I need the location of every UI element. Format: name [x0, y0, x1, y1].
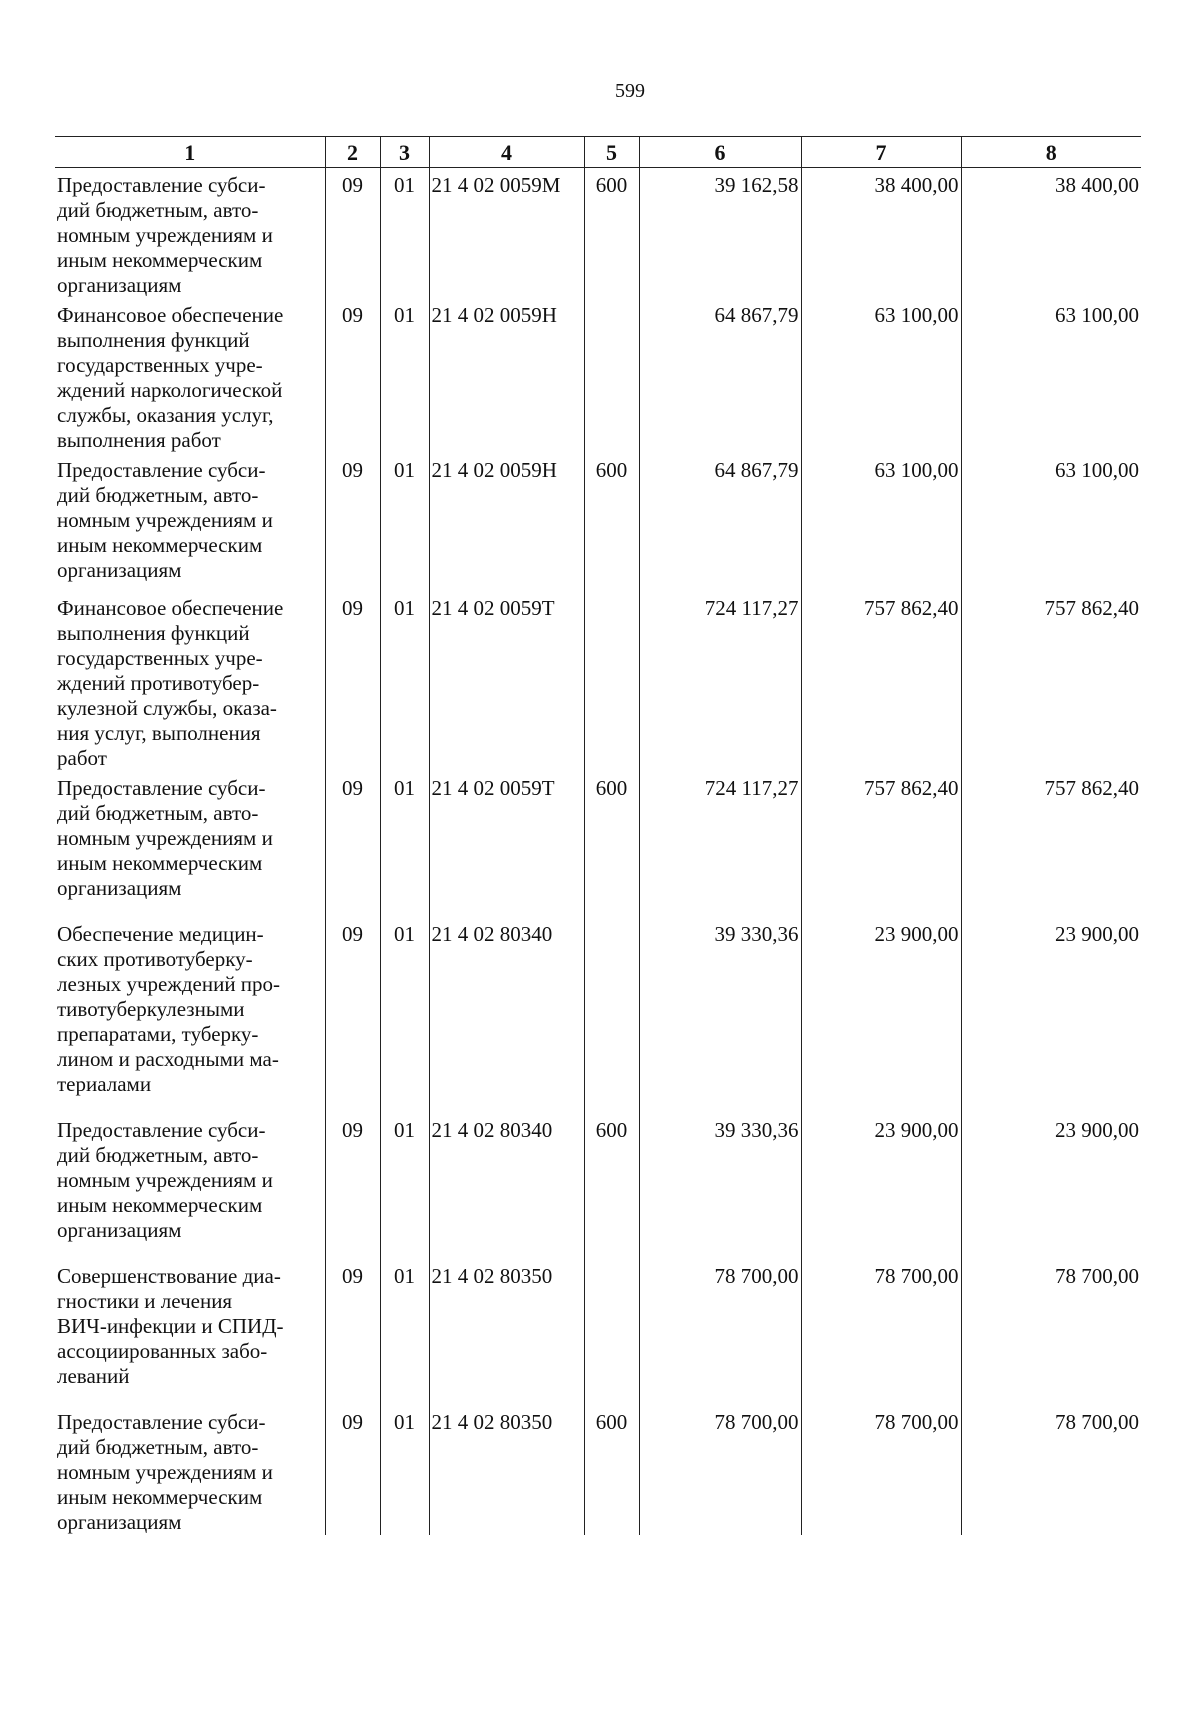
expense-type-cell: 600	[584, 168, 639, 299]
expense-type-cell	[584, 1259, 639, 1405]
amount-cell: 724 117,27	[639, 591, 801, 771]
row-name-cell: Финансовое обеспечение выполнения функций государственных учре- ждений противотубер- кулезной службы, оказа- ния услуг, выполнения работ	[57, 596, 284, 770]
section-code-cell: 09	[325, 298, 380, 453]
amount-cell: 78 700,00	[961, 1405, 1141, 1535]
amount-cell: 757 862,40	[961, 591, 1141, 771]
section-code-cell: 09	[325, 1405, 380, 1535]
amount-cell: 23 900,00	[801, 917, 961, 1113]
column-header: 8	[961, 137, 1141, 168]
row-name-cell: Совершенствование диа- гностики и лечения ВИЧ-инфекции и СПИД- ассоциированных забо- леваний	[57, 1264, 284, 1388]
subsection-code-cell: 01	[380, 591, 429, 771]
amount-cell: 78 700,00	[639, 1259, 801, 1405]
table-row	[55, 453, 1141, 591]
subsection-code-cell: 01	[380, 1405, 429, 1535]
amount-cell: 78 700,00	[801, 1405, 961, 1535]
section-code-cell: 09	[325, 771, 380, 917]
table-row	[55, 1405, 1141, 1535]
amount-cell: 63 100,00	[961, 298, 1141, 453]
expense-type-cell: 600	[584, 1113, 639, 1259]
section-code-cell: 09	[325, 591, 380, 771]
target-article-cell: 21 4 02 0059Н	[429, 298, 584, 453]
amount-cell: 39 162,58	[639, 168, 801, 299]
page-number: 599	[615, 80, 645, 102]
expense-type-cell	[584, 591, 639, 771]
table-header-row	[55, 137, 1141, 168]
target-article-cell: 21 4 02 80350	[429, 1405, 584, 1535]
amount-cell: 64 867,79	[639, 298, 801, 453]
target-article-cell: 21 4 02 0059Т	[429, 591, 584, 771]
section-code-cell: 09	[325, 917, 380, 1113]
row-name-cell: Предоставление субси- дий бюджетным, авто- номным учреждениям и иным некоммерческим организациям	[57, 458, 273, 582]
table-row	[55, 1259, 1141, 1405]
row-name-cell: Предоставление субси- дий бюджетным, авто- номным учреждениям и иным некоммерческим организациям	[57, 776, 273, 900]
expense-type-cell	[584, 917, 639, 1113]
amount-cell: 63 100,00	[801, 453, 961, 591]
amount-cell: 757 862,40	[801, 591, 961, 771]
row-name-cell: Предоставление субси- дий бюджетным, авто- номным учреждениям и иным некоммерческим организациям	[57, 1410, 273, 1534]
amount-cell: 78 700,00	[801, 1259, 961, 1405]
target-article-cell: 21 4 02 0059Н	[429, 453, 584, 591]
column-header: 2	[325, 137, 380, 168]
subsection-code-cell: 01	[380, 1259, 429, 1405]
column-header: 6	[639, 137, 801, 168]
target-article-cell: 21 4 02 0059М	[429, 168, 584, 299]
table-row	[55, 591, 1141, 771]
amount-cell: 78 700,00	[961, 1259, 1141, 1405]
section-code-cell: 09	[325, 453, 380, 591]
section-code-cell: 09	[325, 1259, 380, 1405]
expense-type-cell: 600	[584, 453, 639, 591]
column-header: 7	[801, 137, 961, 168]
column-header: 1	[55, 137, 325, 168]
amount-cell: 23 900,00	[961, 1113, 1141, 1259]
amount-cell: 23 900,00	[961, 917, 1141, 1113]
expense-type-cell: 600	[584, 771, 639, 917]
subsection-code-cell: 01	[380, 453, 429, 591]
amount-cell: 39 330,36	[639, 917, 801, 1113]
table-row	[55, 298, 1141, 453]
subsection-code-cell: 01	[380, 917, 429, 1113]
amount-cell: 757 862,40	[961, 771, 1141, 917]
table-row	[55, 168, 1141, 299]
amount-cell: 38 400,00	[801, 168, 961, 299]
target-article-cell: 21 4 02 0059Т	[429, 771, 584, 917]
table-row	[55, 917, 1141, 1113]
expense-type-cell: 600	[584, 1405, 639, 1535]
section-code-cell: 09	[325, 168, 380, 299]
amount-cell: 39 330,36	[639, 1113, 801, 1259]
row-name-cell: Финансовое обеспечение выполнения функций государственных учре- ждений наркологической службы, оказания услуг, выполнения работ	[57, 303, 284, 452]
target-article-cell: 21 4 02 80340	[429, 1113, 584, 1259]
amount-cell: 63 100,00	[801, 298, 961, 453]
target-article-cell: 21 4 02 80340	[429, 917, 584, 1113]
row-name-cell: Предоставление субси- дий бюджетным, авто- номным учреждениям и иным некоммерческим организациям	[57, 1118, 273, 1242]
section-code-cell: 09	[325, 1113, 380, 1259]
column-header: 3	[380, 137, 429, 168]
row-name-cell: Предоставление субси- дий бюджетным, авто- номным учреждениям и иным некоммерческим организациям	[57, 173, 273, 297]
amount-cell: 64 867,79	[639, 453, 801, 591]
amount-cell: 23 900,00	[801, 1113, 961, 1259]
column-header: 4	[429, 137, 584, 168]
expense-type-cell	[584, 298, 639, 453]
target-article-cell: 21 4 02 80350	[429, 1259, 584, 1405]
table-body	[55, 168, 1141, 1536]
column-header: 5	[584, 137, 639, 168]
subsection-code-cell: 01	[380, 298, 429, 453]
budget-table	[55, 136, 1141, 1535]
subsection-code-cell: 01	[380, 168, 429, 299]
table-row	[55, 771, 1141, 917]
amount-cell: 78 700,00	[639, 1405, 801, 1535]
row-name-cell: Обеспечение медицин- ских противотуберку- лезных учреждений про- тивотуберкулезными препаратами, туберку- лином и расходными ма- териалами	[57, 922, 281, 1096]
amount-cell: 757 862,40	[801, 771, 961, 917]
table-row	[55, 1113, 1141, 1259]
amount-cell: 38 400,00	[961, 168, 1141, 299]
subsection-code-cell: 01	[380, 1113, 429, 1259]
amount-cell: 63 100,00	[961, 453, 1141, 591]
subsection-code-cell: 01	[380, 771, 429, 917]
amount-cell: 724 117,27	[639, 771, 801, 917]
